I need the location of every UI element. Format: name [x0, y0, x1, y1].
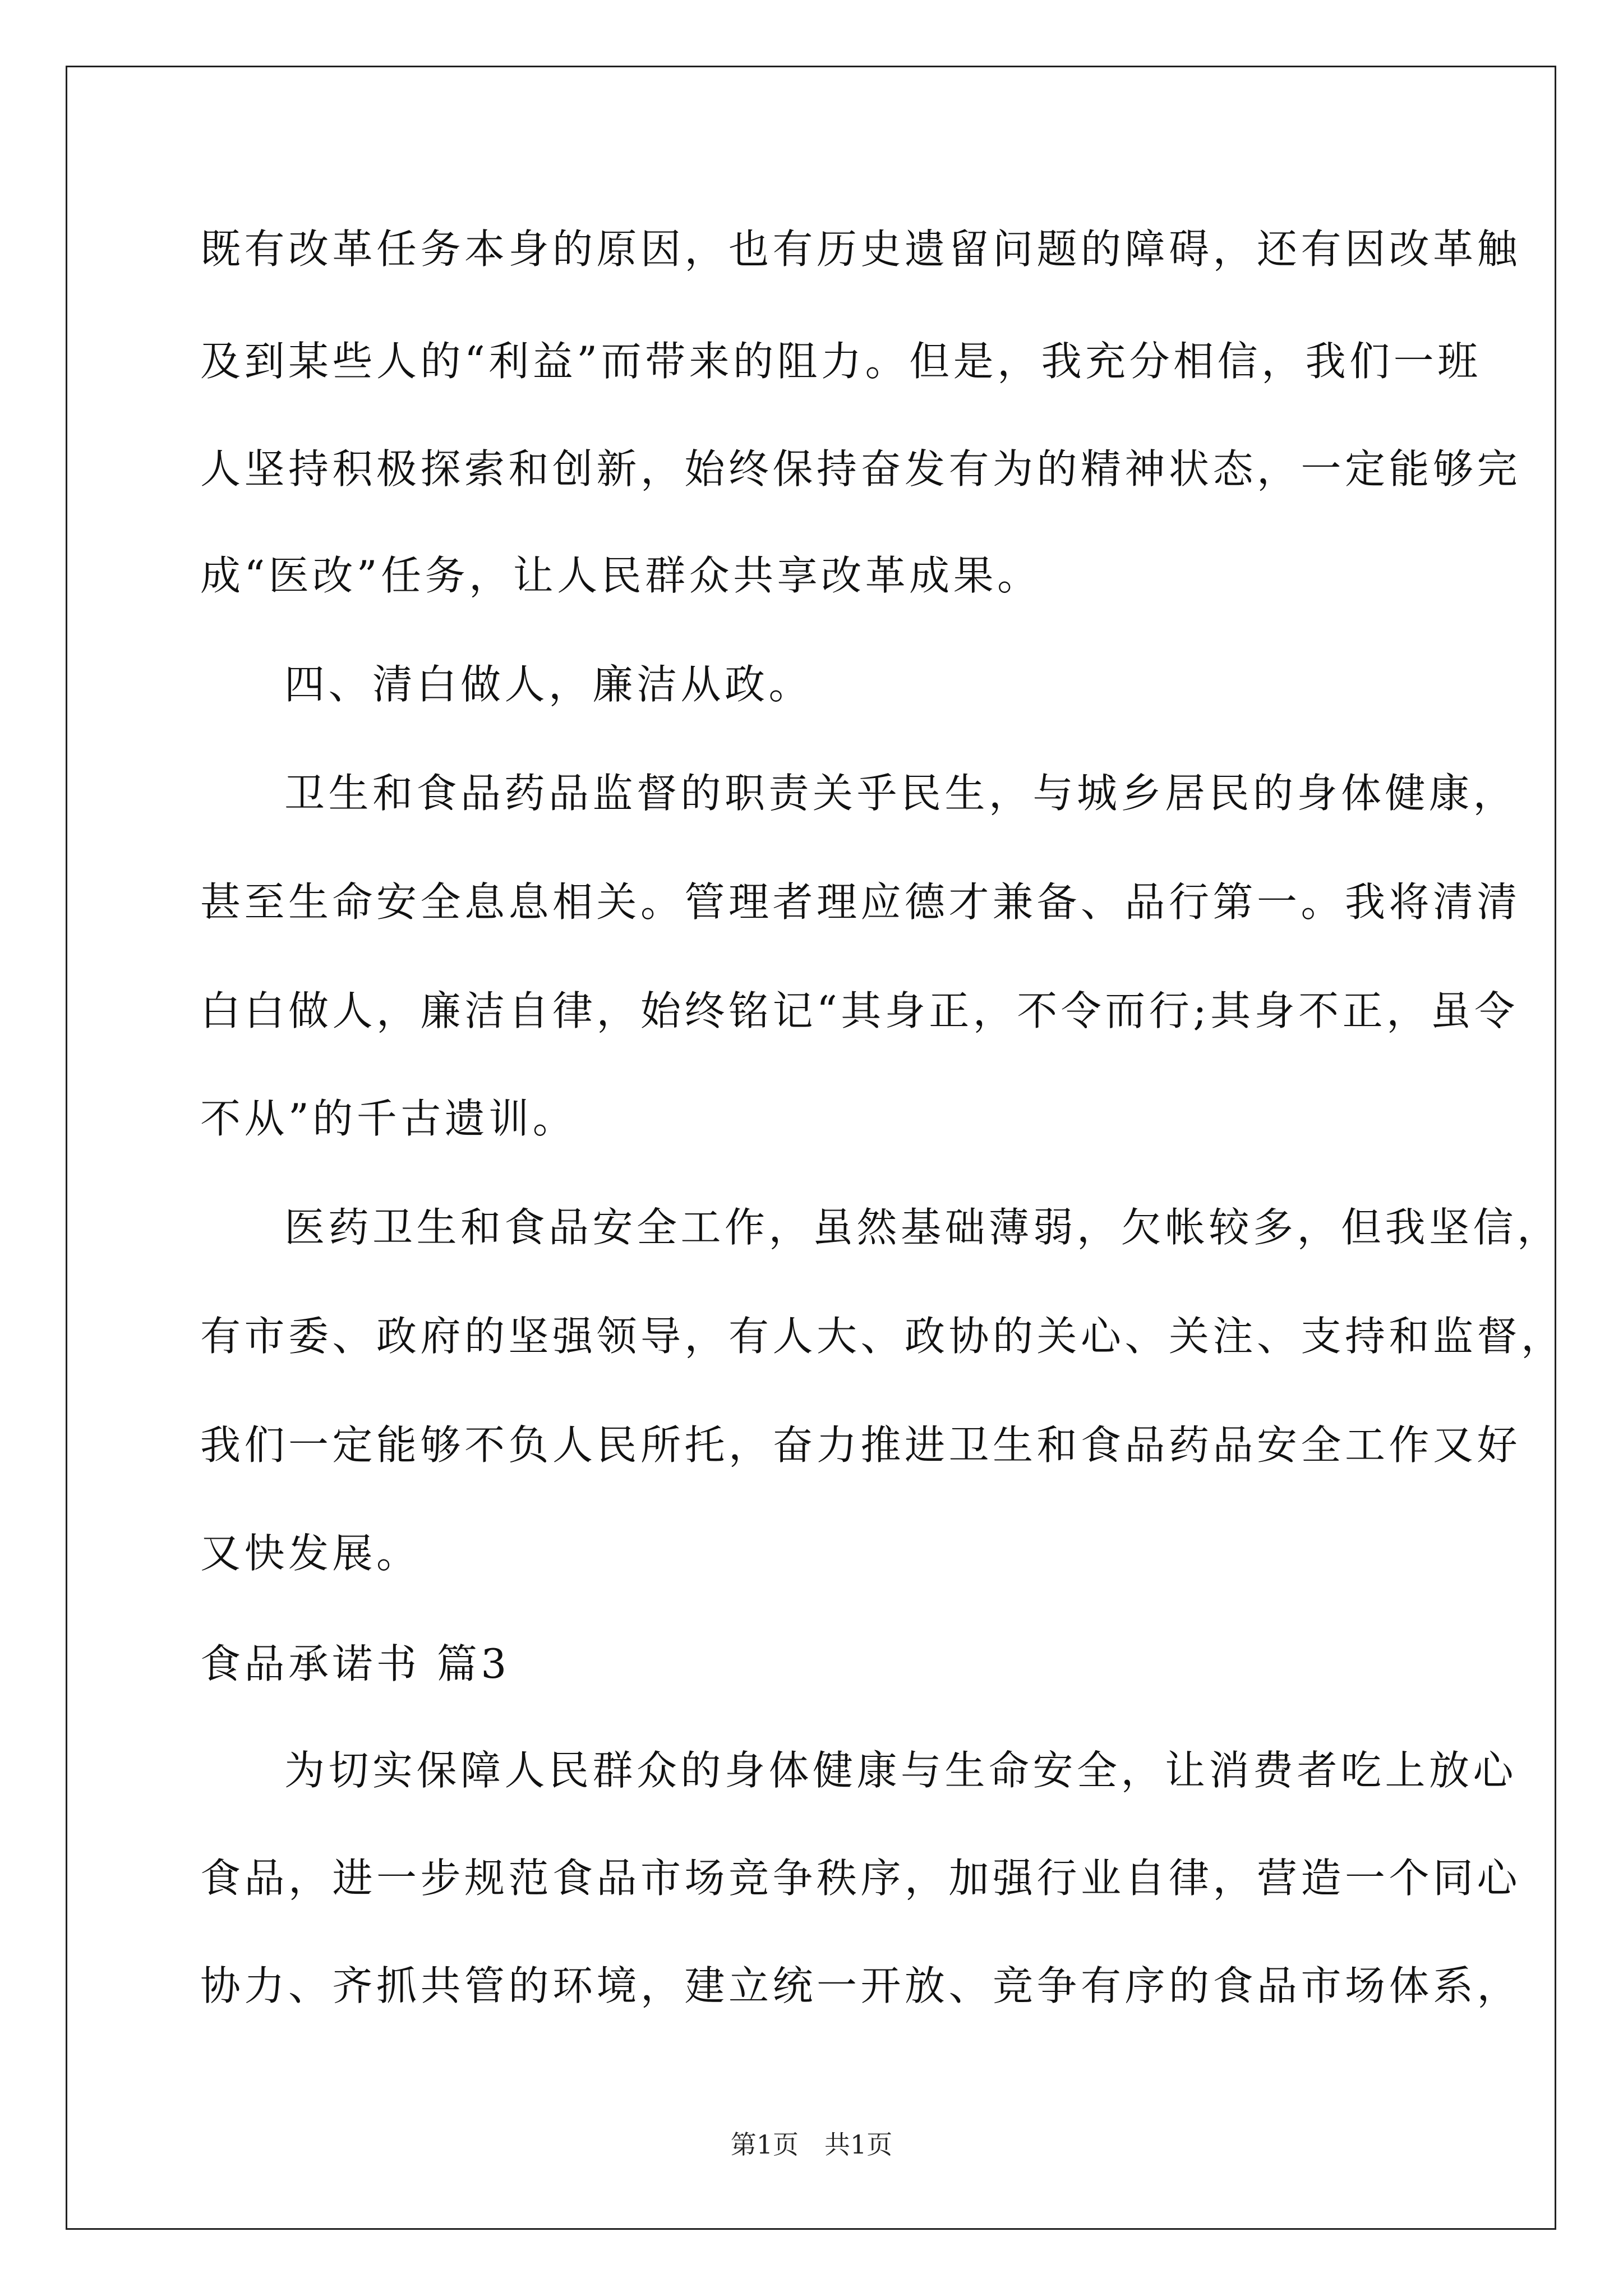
text-line: 卫生和食品药品监督的职责关乎民生，与城乡居民的身体健康，: [284, 770, 1518, 817]
text-line: 又快发展。: [200, 1530, 421, 1577]
page-border: [66, 66, 1556, 2230]
text-line: 食品，进一步规范食品市场竞争秩序，加强行业自律，营造一个同心: [200, 1855, 1521, 1902]
text-line: 有市委、政府的坚强领导，有人大、政协的关心、关注、支持和监督，: [200, 1313, 1565, 1360]
text-line: 不从”的千古遗训。: [200, 1095, 577, 1142]
text-line: 协力、齐抓共管的环境，建立统一开放、竞争有序的食品市场体系，: [200, 1962, 1521, 2009]
section-title: 食品承诺书 篇3: [200, 1640, 510, 1687]
page-footer: 第1页 共1页: [730, 2129, 893, 2160]
text-line: 甚至生命安全息息相关。管理者理应德才兼备、品行第一。我将清清: [200, 878, 1521, 926]
text-line: 及到某些人的“利益”而带来的阻力。但是，我充分相信，我们一班: [200, 338, 1482, 385]
text-line: 既有改革任务本身的原因，也有历史遗留问题的障碍，还有因改革触: [200, 226, 1521, 273]
text-line: 我们一定能够不负人民所托，奋力推进卫生和食品药品安全工作又好: [200, 1421, 1521, 1469]
text-line: 人坚持积极探索和创新，始终保持奋发有为的精神状态，一定能够完: [200, 445, 1521, 493]
text-line: 成“医改”任务，让人民群众共享改革成果。: [200, 552, 1041, 599]
text-line: 为切实保障人民群众的身体健康与生命安全，让消费者吃上放心: [284, 1747, 1518, 1794]
section-heading: 四、清白做人，廉洁从政。: [284, 661, 813, 708]
text-line: 医药卫生和食品安全工作，虽然基础薄弱，欠帐较多，但我坚信，: [284, 1204, 1561, 1251]
text-line: 白白做人，廉洁自律，始终铭记“其身正，不令而行;其身不正，虽令: [200, 987, 1519, 1034]
